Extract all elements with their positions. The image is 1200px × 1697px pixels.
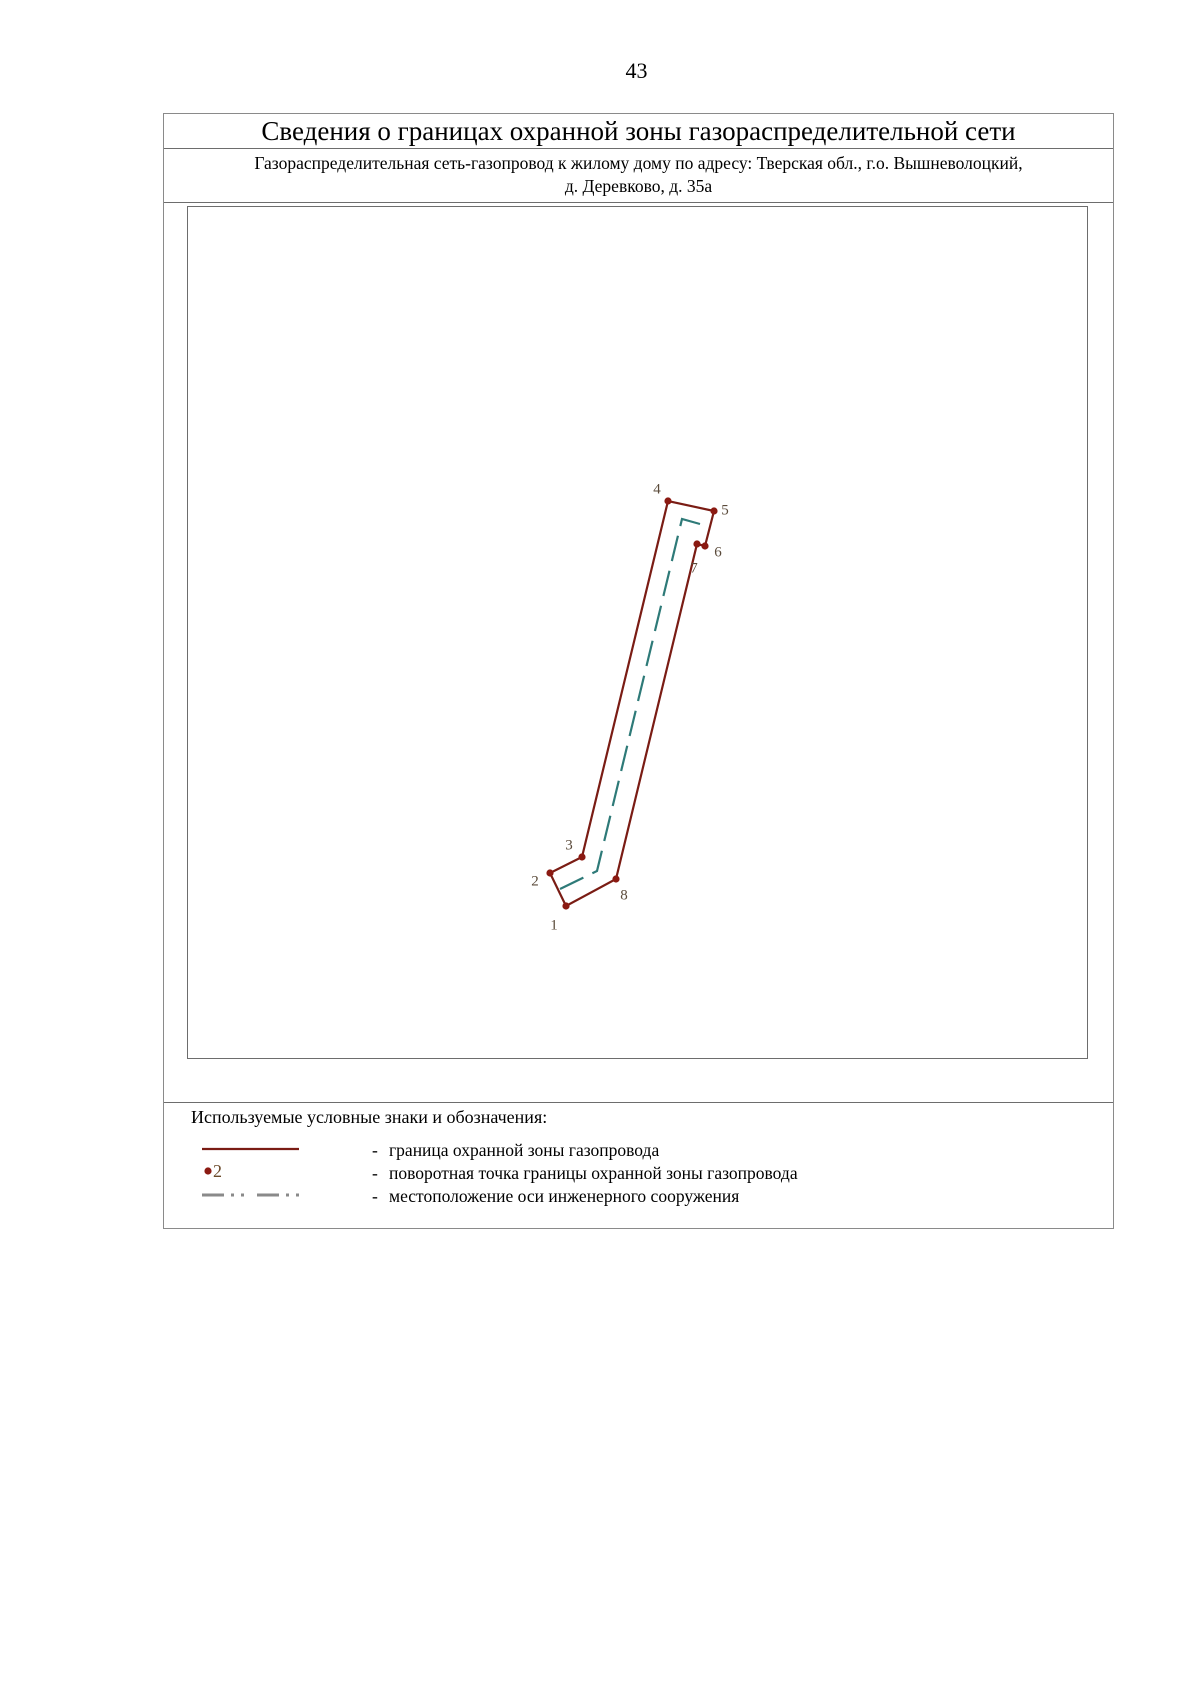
legend-text-boundary: граница охранной зоны газопровода	[389, 1140, 660, 1160]
turning-point-label-6: 6	[714, 544, 722, 561]
turning-point-label-3: 3	[565, 837, 573, 854]
object-description	[164, 149, 1113, 203]
turning-point-7	[693, 540, 700, 547]
turning-point-8	[612, 875, 619, 882]
legend-item-axis	[164, 1185, 1113, 1207]
turning-point-label-5: 5	[721, 502, 729, 519]
map-frame	[187, 206, 1088, 1059]
pipeline-axis	[560, 519, 700, 889]
map-canvas	[188, 207, 1087, 1058]
turning-point-3	[578, 853, 585, 860]
legend	[164, 1102, 1113, 1229]
legend-item-boundary	[164, 1139, 1113, 1161]
legend-dash: -	[372, 1140, 378, 1160]
axis-line-symbol	[202, 1185, 322, 1207]
page-number: 43	[625, 58, 648, 83]
legend-text-axis: местоположение оси инженерного сооружения	[389, 1186, 740, 1206]
info-sheet	[163, 113, 1114, 1229]
object-description-line-2: д. Деревково, д. 35а	[564, 176, 713, 196]
turning-point-symbol-label: 2	[213, 1161, 222, 1181]
turning-point-label-1: 1	[550, 917, 558, 934]
turning-point-6	[701, 542, 708, 549]
turning-point-2	[546, 869, 553, 876]
legend-text-turning-point: поворотная точка границы охранной зоны газопровода	[389, 1163, 798, 1183]
turning-point-label-7: 7	[690, 560, 698, 577]
turning-point-labels	[531, 481, 729, 933]
turning-point-1	[562, 902, 569, 909]
page-title: Сведения о границах охранной зоны газораспределительной сети	[164, 114, 1113, 149]
turning-point-4	[664, 497, 671, 504]
turning-point-label-8: 8	[620, 887, 628, 904]
object-description-line-1: Газораспределительная сеть-газопровод к жилому дому по адресу: Тверская обл., г.о. Вышневолоцкий,	[254, 153, 1023, 173]
legend-dash: -	[372, 1163, 378, 1183]
legend-heading: Используемые условные знаки и обозначения:	[191, 1107, 548, 1127]
legend-item-turning-point	[164, 1162, 1113, 1184]
legend-dash: -	[372, 1186, 378, 1206]
turning-point-label-4: 4	[653, 481, 661, 498]
turning-point-label-2: 2	[531, 873, 539, 890]
turning-point-5	[710, 507, 717, 514]
boundary-line-symbol	[202, 1139, 322, 1161]
